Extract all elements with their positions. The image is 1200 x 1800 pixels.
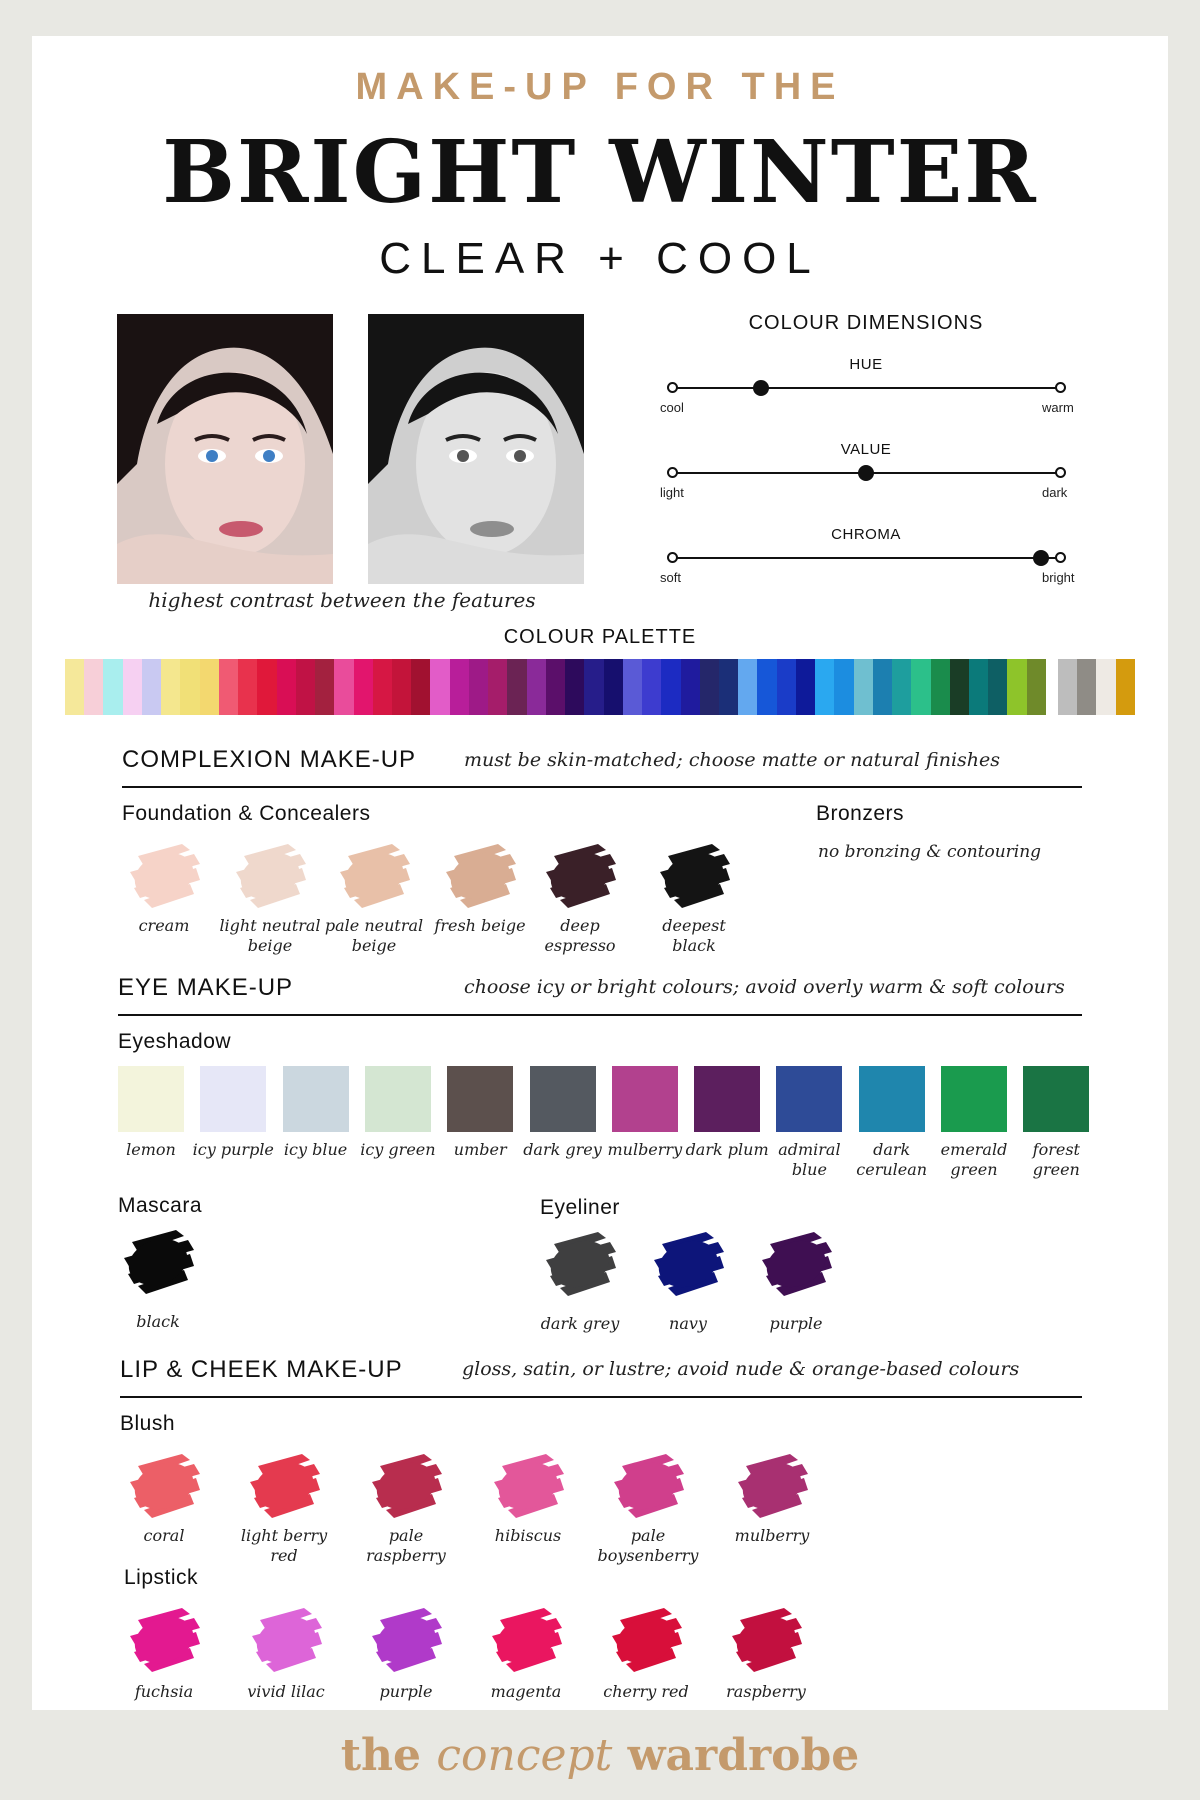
palette-swatch [334,659,353,715]
brush-stroke-swatch [440,838,520,910]
lipstick-label: magenta [490,1682,562,1701]
dimension-marker [1033,550,1049,566]
foundation-label: deepest black [662,916,726,955]
dimension-end-point [667,552,678,563]
palette-swatch [565,659,584,715]
brush-stroke-swatch [244,1448,324,1520]
infographic-card [32,36,1168,1710]
lip-cheek-rule [120,1396,1082,1398]
palette-swatch [1027,659,1046,715]
blush-label: coral [143,1526,185,1545]
blush-swatch [366,1448,446,1525]
palette-swatch [873,659,892,715]
brush-stroke-swatch [732,1448,812,1520]
palette-swatch [681,659,700,715]
dimension-right-label: warm [1042,400,1074,415]
palette-swatch [1007,659,1026,715]
palette-swatch [834,659,853,715]
subtitle: CLEAR + COOL [379,234,821,283]
lipstick-label: raspberry [726,1682,806,1701]
blush-swatch [124,1448,204,1525]
palette-swatch [1077,659,1096,715]
eyeshadow-swatch [694,1066,760,1132]
palette-swatch [700,659,719,715]
eyeshadow-swatch [283,1066,349,1132]
eyeshadow-label: icy blue [283,1140,348,1159]
lipstick-swatch [124,1602,204,1679]
brush-stroke-swatch [540,838,620,910]
brush-stroke-swatch [726,1602,806,1674]
brush-stroke-swatch [366,1602,446,1674]
palette-swatch [988,659,1007,715]
palette-swatch [719,659,738,715]
palette-swatch [257,659,276,715]
brush-stroke-swatch [124,838,204,910]
foundation-label: pale neutral beige [324,916,424,955]
palette-swatch [103,659,122,715]
foundation-label: fresh beige [434,916,526,935]
dimension-label-hue: HUE [849,356,883,373]
blush-swatch [732,1448,812,1525]
palette-swatch [546,659,565,715]
complexion-heading: COMPLEXION MAKE-UP [122,746,417,773]
brush-stroke-swatch [648,1226,728,1298]
dimension-marker [753,380,769,396]
eyeliner-swatch [648,1226,728,1303]
blush-label: pale raspberry [366,1526,446,1565]
color-portrait-photo [117,314,333,584]
dimension-left-label: light [660,485,684,500]
palette-swatch [392,659,411,715]
foundation-label: deep espresso [544,916,616,955]
blush-swatch [488,1448,568,1525]
complexion-rule [122,786,1082,788]
palette-swatch [411,659,430,715]
palette-swatch [238,659,257,715]
brand-part-2: concept [436,1730,613,1781]
palette-swatch [507,659,526,715]
mascara-label: black [136,1312,180,1331]
blush-swatch [244,1448,324,1525]
lipstick-swatch [726,1602,806,1679]
palette-swatch [931,659,950,715]
lip-cheek-note: gloss, satin, or lustre; avoid nude & orange-based colours [462,1358,1020,1380]
palette-swatch [180,659,199,715]
dimension-marker [858,465,874,481]
eyeshadow-swatch [200,1066,266,1132]
portrait-color-image [117,314,333,584]
dimension-end-point [1055,467,1066,478]
palette-swatch [219,659,238,715]
eyeshadow-label: admiral blue [778,1140,841,1179]
kicker: MAKE-UP FOR THE [355,66,845,108]
dimension-track [672,557,1060,559]
greyscale-portrait-photo [368,314,584,584]
brush-stroke-swatch [608,1448,688,1520]
mascara-heading: Mascara [118,1194,203,1217]
eyeshadow-swatch [941,1066,1007,1132]
eye-rule [118,1014,1082,1016]
blush-label: light berry red [240,1526,328,1565]
palette-swatch [315,659,334,715]
eyeshadow-label: dark grey [523,1140,602,1159]
portrait-greyscale-image [368,314,584,584]
dimension-track [672,387,1060,389]
blush-label: hibiscus [494,1526,562,1545]
mascara-swatch [118,1224,198,1301]
lipstick-label: cherry red [603,1682,689,1701]
brush-stroke-swatch [488,1448,568,1520]
eyeshadow-label: dark cerulean [856,1140,928,1179]
eyeshadow-label: emerald green [940,1140,1008,1179]
lipstick-swatch [486,1602,566,1679]
lipstick-swatch [246,1602,326,1679]
lipstick-swatch [606,1602,686,1679]
brand-part-1: the [340,1730,437,1781]
colour-palette-strip [65,659,1135,715]
dimension-right-label: bright [1042,570,1075,585]
eyeliner-swatch [540,1226,620,1303]
eyeshadow-label: forest green [1032,1140,1080,1179]
eyeliner-label: purple [769,1314,823,1333]
brush-stroke-swatch [654,838,734,910]
dimension-label-value: VALUE [840,441,892,458]
palette-swatch [623,659,642,715]
palette-swatch [296,659,315,715]
palette-swatch [450,659,469,715]
palette-swatch [584,659,603,715]
eyeshadow-swatch [1023,1066,1089,1132]
eye-heading: EYE MAKE-UP [118,974,294,1001]
palette-swatch [815,659,834,715]
palette-swatch [123,659,142,715]
palette-swatch [84,659,103,715]
palette-swatch [604,659,623,715]
dimension-left-label: cool [660,400,684,415]
lipstick-label: purple [379,1682,433,1701]
eyeshadow-swatch [612,1066,678,1132]
dimension-end-point [1055,382,1066,393]
palette-swatch [200,659,219,715]
palette-gap [1046,659,1058,715]
lipstick-label: vivid lilac [247,1682,325,1701]
brush-stroke-swatch [540,1226,620,1298]
bronzers-heading: Bronzers [816,802,905,825]
blush-swatch [608,1448,688,1525]
foundation-swatch [440,838,520,915]
brush-stroke-swatch [118,1224,198,1296]
palette-swatch [373,659,392,715]
palette-swatch [892,659,911,715]
palette-swatch [911,659,930,715]
dimension-left-label: soft [660,570,681,585]
brush-stroke-swatch [366,1448,446,1520]
foundation-swatch [230,838,310,915]
eyeshadow-swatch [859,1066,925,1132]
palette-swatch [796,659,815,715]
eyeshadow-swatch [447,1066,513,1132]
dimension-label-chroma: CHROMA [831,526,901,543]
eyeshadow-swatch [776,1066,842,1132]
palette-swatch [527,659,546,715]
palette-swatch [1096,659,1115,715]
brush-stroke-swatch [756,1226,836,1298]
lipstick-swatch [366,1602,446,1679]
eyeliner-label: navy [669,1314,707,1333]
foundation-heading: Foundation & Concealers [122,802,371,825]
palette-swatch [161,659,180,715]
brush-stroke-swatch [124,1448,204,1520]
eyeshadow-label: dark plum [685,1140,769,1159]
foundation-swatch [124,838,204,915]
eyeshadow-label: icy green [360,1140,436,1159]
colour-dimensions-title: COLOUR DIMENSIONS [748,312,984,334]
blush-heading: Blush [120,1412,176,1435]
blush-label: pale boysenberry [597,1526,699,1565]
brush-stroke-swatch [230,838,310,910]
palette-swatch [430,659,449,715]
complexion-note: must be skin-matched; choose matte or natural finishes [464,749,1001,771]
foundation-swatch [654,838,734,915]
eyeshadow-swatch [118,1066,184,1132]
dimension-end-point [1055,552,1066,563]
brush-stroke-swatch [606,1602,686,1674]
eyeliner-heading: Eyeliner [540,1196,620,1219]
colour-palette-title: COLOUR PALETTE [503,626,697,648]
eyeshadow-label: umber [453,1140,507,1159]
page-title: BRIGHT WINTER [162,122,1038,223]
lipstick-heading: Lipstick [124,1566,199,1589]
palette-swatch [1116,659,1135,715]
palette-swatch [1058,659,1077,715]
palette-swatch [65,659,84,715]
eyeshadow-swatch [530,1066,596,1132]
palette-swatch [488,659,507,715]
eyeliner-label: dark grey [540,1314,620,1333]
eyeshadow-label: lemon [126,1140,176,1159]
palette-swatch [738,659,757,715]
palette-swatch [642,659,661,715]
eyeshadow-label: icy purple [192,1140,274,1159]
eyeshadow-swatch [365,1066,431,1132]
brush-stroke-swatch [124,1602,204,1674]
lip-cheek-heading: LIP & CHEEK MAKE-UP [120,1356,403,1383]
brand-part-3: wardrobe [612,1730,860,1781]
brush-stroke-swatch [486,1602,566,1674]
palette-swatch [950,659,969,715]
foundation-label: light neutral beige [219,916,321,955]
brand-logo [0,1730,1200,1781]
dimension-end-point [667,382,678,393]
brush-stroke-swatch [246,1602,326,1674]
palette-swatch [777,659,796,715]
dimension-right-label: dark [1042,485,1068,500]
eyeshadow-label: mulberry [607,1140,683,1159]
eyeliner-swatch [756,1226,836,1303]
foundation-swatch [540,838,620,915]
brush-stroke-swatch [334,838,414,910]
palette-swatch [469,659,488,715]
foundation-label: cream [138,916,190,935]
photo-caption: highest contrast between the features [148,588,536,612]
palette-swatch [757,659,776,715]
eye-note: choose icy or bright colours; avoid overly warm & soft colours [464,976,1065,998]
bronzers-note: no bronzing & contouring [818,842,1042,862]
lipstick-label: fuchsia [134,1682,194,1701]
palette-swatch [354,659,373,715]
dimension-end-point [667,467,678,478]
blush-label: mulberry [734,1526,810,1545]
palette-swatch [661,659,680,715]
palette-swatch [142,659,161,715]
palette-swatch [969,659,988,715]
palette-swatch [854,659,873,715]
palette-swatch [277,659,296,715]
foundation-swatch [334,838,414,915]
eyeshadow-heading: Eyeshadow [118,1030,232,1053]
